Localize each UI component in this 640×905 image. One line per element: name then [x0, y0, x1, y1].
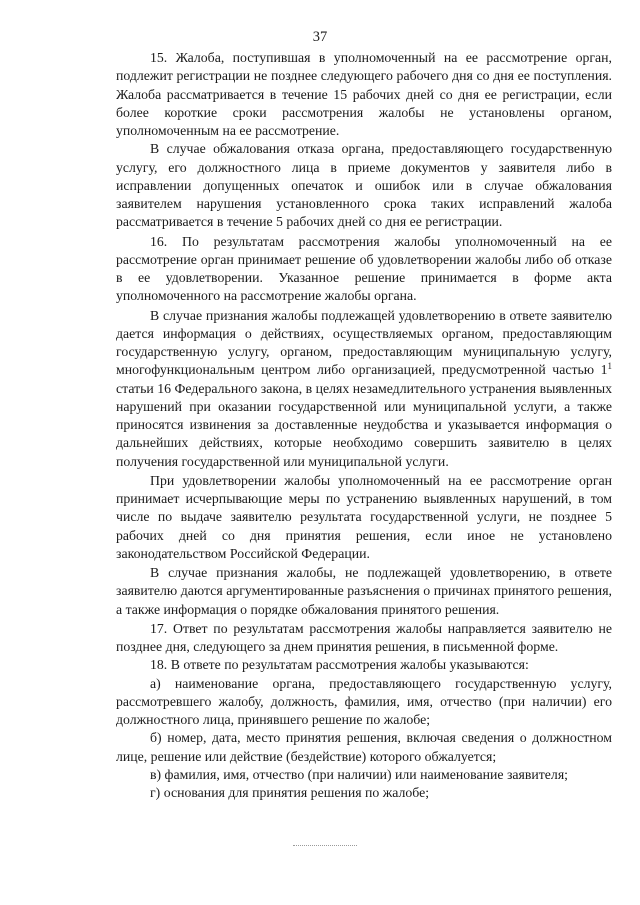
list-item-b: б) номер, дата, место принятия решения, включая сведения о должностном лице, решение или действие (бездействие) которого обжалуется;: [116, 730, 612, 764]
paragraph-18: 18. В ответе по результатам рассмотрения жалобы указываются:: [150, 657, 529, 673]
paragraph-16-satisfaction: [116, 307, 612, 471]
paragraph-16-measures: При удовлетворении жалобы уполномоченный на ее рассмотрение орган принимает исчерпывающие меры по устранению выявленных нарушений, в том числе по выдаче заявителю результата государственной услуги, не позднее 5 рабочих дней со дня принятия решения, если иное не установлено законодательством Российской Федерации.: [116, 472, 612, 561]
paragraph-16-refusal: В случае признания жалобы, не подлежащей удовлетворению, в ответе заявителю даются аргументированные разъяснения о причинах принятого решения, а также информация о порядке обжалования принятого решения.: [116, 565, 612, 617]
paragraph-17: 17. Ответ по результатам рассмотрения жалобы направляется заявителю не позднее дня, следующего за днем принятия решения, в письменной форме.: [116, 620, 612, 654]
bottom-divider: [293, 845, 357, 846]
paragraph-15: 15. Жалоба, поступившая в уполномоченный на ее рассмотрение орган, подлежит регистрации не позднее следующего рабочего дня со дня ее поступления. Жалоба рассматривается в течение 15 рабочих дней со дня ее регистрации, если более короткие сроки рассмотрения жалобы не установлены органом, уполномоченным на ее рассмотрение.: [116, 50, 612, 138]
list-item-v: в) фамилия, имя, отчество (при наличии) или наименование заявителя;: [150, 766, 568, 782]
page-number: 37: [312, 29, 328, 45]
footnote-superscript: 1: [607, 361, 612, 372]
paragraph-16: 16. По результатам рассмотрения жалобы уполномоченный на ее рассмотрение орган принимает решение об удовлетворении жалобы либо об отказе в ее удовлетворении. Указанное решение принимается в форме акта уполномоченного на рассмотрение жалобы органа.: [116, 233, 612, 304]
document-body: [116, 49, 612, 802]
paragraph-text-part: В случае признания жалобы подлежащей удовлетворению в ответе заявителю дается информация о действиях, осуществляемых органом, предоставляющим государственную услугу, органом, предоставляющим муниципальную услугу, многофункциональным центром либо организацией, предусмотренной частью 1: [116, 307, 612, 378]
list-item-a: а) наименование органа, предоставляющего государственную услугу, рассмотревшего жалобу, должность, фамилия, имя, отчество (при наличии) его должностного лица, принявшего решение по жалобе;: [116, 675, 612, 727]
paragraph-text-part: статьи 16 Федерального закона, в целях незамедлительного устранения выявленных нарушений при оказании государственной или муниципальной услуги, а также приносятся извинения за доставленные неудобства и указывается информация о дальнейших действиях, которые необходимо совершить заявителю в целях получения государственной или муниципальной услуги.: [116, 380, 612, 469]
list-item-g: г) основания для принятия решения по жалобе;: [150, 785, 430, 800]
paragraph-15-appeal-case: В случае обжалования отказа органа, предоставляющего государственную услугу, его должностного лица в приеме документов у заявителя либо в исправлении допущенных опечаток и ошибок или в случае обжалования заявителем нарушения установленного срока таких исправлений жалоба рассматривается в течение 5 рабочих дней со дня ее регистрации.: [116, 141, 612, 230]
